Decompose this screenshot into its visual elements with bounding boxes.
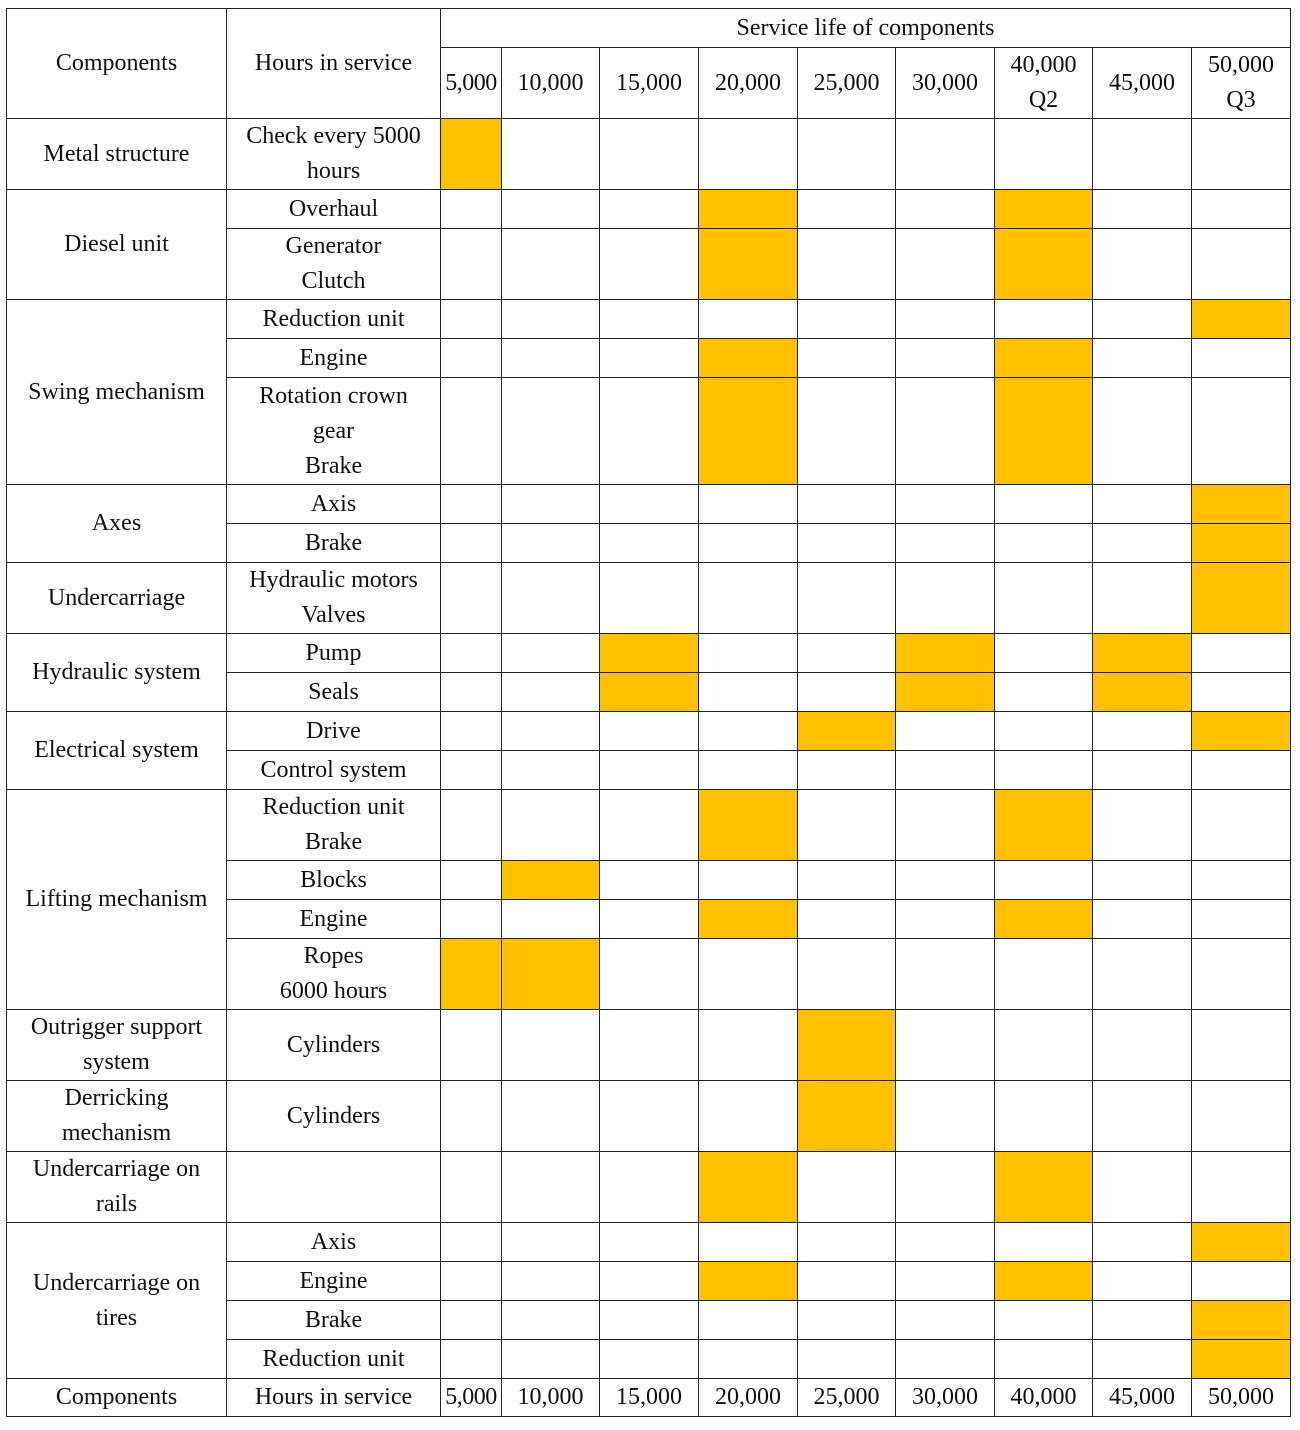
service-mark-cell	[502, 939, 600, 1010]
schedule-cell	[896, 712, 995, 751]
service-mark-cell	[798, 1081, 896, 1152]
schedule-cell	[798, 900, 896, 939]
table-row	[7, 190, 1291, 229]
header-service-life: Service life of components	[441, 9, 1291, 48]
schedule-cell	[995, 1340, 1093, 1379]
table-row	[7, 563, 1291, 634]
schedule-cell	[1093, 1152, 1192, 1223]
table-row	[7, 790, 1291, 861]
service-mark-cell	[600, 673, 699, 712]
schedule-cell	[1192, 378, 1291, 485]
schedule-cell	[1093, 1301, 1192, 1340]
schedule-cell	[502, 229, 600, 300]
header-components: Components	[7, 9, 227, 119]
schedule-cell	[441, 339, 502, 378]
schedule-cell	[600, 563, 699, 634]
schedule-cell	[1192, 229, 1291, 300]
schedule-cell	[502, 339, 600, 378]
schedule-cell	[1192, 673, 1291, 712]
hours-in-service-cell: Engine	[227, 1262, 441, 1301]
schedule-cell	[798, 524, 896, 563]
service-mark-cell	[699, 1152, 798, 1223]
schedule-cell	[502, 190, 600, 229]
footer-column-7: 45,000	[1093, 1379, 1192, 1417]
hours-in-service-cell: Pump	[227, 634, 441, 673]
schedule-cell	[896, 900, 995, 939]
service-mark-cell	[441, 119, 502, 190]
schedule-cell	[995, 1010, 1093, 1081]
schedule-cell	[441, 861, 502, 900]
service-mark-cell	[1192, 524, 1291, 563]
schedule-cell	[995, 485, 1093, 524]
schedule-cell	[699, 1223, 798, 1262]
schedule-cell	[441, 229, 502, 300]
schedule-cell	[995, 119, 1093, 190]
service-mark-cell	[600, 634, 699, 673]
component-group-cell: Hydraulic system	[7, 634, 227, 712]
hours-in-service-cell: Control system	[227, 751, 441, 790]
schedule-cell	[502, 300, 600, 339]
schedule-cell	[896, 1301, 995, 1340]
schedule-cell	[1093, 1010, 1192, 1081]
table-row	[7, 634, 1291, 673]
hours-in-service-cell: Reduction unit	[227, 300, 441, 339]
schedule-cell	[600, 751, 699, 790]
schedule-cell	[896, 119, 995, 190]
schedule-cell	[600, 524, 699, 563]
schedule-cell	[798, 634, 896, 673]
schedule-cell	[600, 119, 699, 190]
table-row	[7, 1223, 1291, 1262]
service-mark-cell	[1192, 1340, 1291, 1379]
schedule-cell	[1093, 861, 1192, 900]
schedule-cell	[502, 485, 600, 524]
footer-column-2: 15,000	[600, 1379, 699, 1417]
schedule-cell	[441, 1152, 502, 1223]
hours-in-service-cell: Engine	[227, 900, 441, 939]
column-header-0: 5,000	[441, 48, 502, 119]
component-group-cell: Outrigger support system	[7, 1010, 227, 1081]
schedule-cell	[441, 1262, 502, 1301]
hours-in-service-cell: Cylinders	[227, 1081, 441, 1152]
schedule-cell	[600, 1262, 699, 1301]
service-mark-cell	[1192, 712, 1291, 751]
schedule-cell	[699, 1301, 798, 1340]
service-mark-cell	[995, 339, 1093, 378]
schedule-cell	[1093, 751, 1192, 790]
schedule-cell	[798, 790, 896, 861]
service-mark-cell	[995, 790, 1093, 861]
schedule-cell	[995, 1081, 1093, 1152]
component-group-cell: Metal structure	[7, 119, 227, 190]
schedule-cell	[502, 900, 600, 939]
schedule-cell	[502, 1081, 600, 1152]
schedule-cell	[441, 378, 502, 485]
hours-in-service-cell: Hydraulic motors Valves	[227, 563, 441, 634]
schedule-cell	[600, 1223, 699, 1262]
schedule-cell	[600, 1081, 699, 1152]
schedule-cell	[1093, 378, 1192, 485]
schedule-cell	[798, 751, 896, 790]
schedule-cell	[798, 119, 896, 190]
service-mark-cell	[798, 1010, 896, 1081]
schedule-cell	[441, 634, 502, 673]
component-group-cell: Diesel unit	[7, 190, 227, 300]
component-group-cell: Derricking mechanism	[7, 1081, 227, 1152]
schedule-cell	[896, 524, 995, 563]
column-header-1: 10,000	[502, 48, 600, 119]
schedule-cell	[798, 673, 896, 712]
schedule-cell	[1192, 339, 1291, 378]
hours-in-service-cell: Overhaul	[227, 190, 441, 229]
schedule-cell	[699, 1081, 798, 1152]
schedule-cell	[441, 751, 502, 790]
component-group-cell: Undercarriage	[7, 563, 227, 634]
schedule-cell	[1093, 563, 1192, 634]
column-header-5: 30,000	[896, 48, 995, 119]
hours-in-service-cell: Blocks	[227, 861, 441, 900]
schedule-cell	[1093, 1081, 1192, 1152]
table-row	[7, 300, 1291, 339]
table-row	[7, 1152, 1291, 1223]
schedule-cell	[896, 563, 995, 634]
schedule-cell	[896, 1010, 995, 1081]
schedule-cell	[441, 1223, 502, 1262]
footer-column-0: 5,000	[441, 1379, 502, 1417]
schedule-cell	[600, 300, 699, 339]
schedule-cell	[600, 1010, 699, 1081]
schedule-cell	[798, 1223, 896, 1262]
schedule-cell	[699, 673, 798, 712]
schedule-cell	[441, 563, 502, 634]
schedule-cell	[1093, 190, 1192, 229]
schedule-cell	[798, 1301, 896, 1340]
service-mark-cell	[699, 900, 798, 939]
schedule-cell	[798, 378, 896, 485]
schedule-cell	[441, 712, 502, 751]
schedule-cell	[699, 119, 798, 190]
schedule-cell	[896, 1223, 995, 1262]
schedule-cell	[699, 634, 798, 673]
column-header-4: 25,000	[798, 48, 896, 119]
schedule-cell	[1093, 300, 1192, 339]
service-mark-cell	[699, 378, 798, 485]
schedule-cell	[798, 339, 896, 378]
schedule-cell	[798, 563, 896, 634]
schedule-cell	[699, 563, 798, 634]
component-group-cell: Undercarriage on rails	[7, 1152, 227, 1223]
footer-components: Components	[7, 1379, 227, 1417]
service-mark-cell	[699, 229, 798, 300]
schedule-cell	[798, 1262, 896, 1301]
schedule-cell	[600, 339, 699, 378]
hours-in-service-cell: Reduction unit	[227, 1340, 441, 1379]
table-row	[7, 712, 1291, 751]
schedule-cell	[1093, 790, 1192, 861]
schedule-cell	[441, 1340, 502, 1379]
service-mark-cell	[1192, 563, 1291, 634]
schedule-cell	[1093, 712, 1192, 751]
schedule-cell	[798, 229, 896, 300]
schedule-cell	[896, 1340, 995, 1379]
schedule-cell	[699, 751, 798, 790]
column-header-7: 45,000	[1093, 48, 1192, 119]
schedule-cell	[699, 300, 798, 339]
schedule-cell	[1192, 1081, 1291, 1152]
schedule-cell	[441, 1010, 502, 1081]
schedule-cell	[600, 790, 699, 861]
schedule-cell	[1192, 634, 1291, 673]
schedule-cell	[441, 1081, 502, 1152]
service-mark-cell	[995, 378, 1093, 485]
hours-in-service-cell: Drive	[227, 712, 441, 751]
column-header-6: 40,000 Q2	[995, 48, 1093, 119]
footer-column-3: 20,000	[699, 1379, 798, 1417]
hours-in-service-cell	[227, 1152, 441, 1223]
hours-in-service-cell: Rotation crown gear Brake	[227, 378, 441, 485]
footer-column-6: 40,000	[995, 1379, 1093, 1417]
schedule-cell	[502, 751, 600, 790]
schedule-cell	[1093, 900, 1192, 939]
schedule-cell	[699, 485, 798, 524]
schedule-cell	[995, 300, 1093, 339]
component-group-cell: Axes	[7, 485, 227, 563]
schedule-cell	[896, 1152, 995, 1223]
column-header-2: 15,000	[600, 48, 699, 119]
hours-in-service-cell: Axis	[227, 1223, 441, 1262]
hours-in-service-cell: Cylinders	[227, 1010, 441, 1081]
schedule-cell	[600, 712, 699, 751]
schedule-cell	[1192, 1262, 1291, 1301]
service-mark-cell	[896, 673, 995, 712]
schedule-cell	[502, 1152, 600, 1223]
schedule-cell	[798, 939, 896, 1010]
schedule-cell	[699, 861, 798, 900]
schedule-cell	[441, 1301, 502, 1340]
service-mark-cell	[995, 1262, 1093, 1301]
schedule-cell	[1093, 1340, 1192, 1379]
schedule-cell	[1192, 1010, 1291, 1081]
schedule-cell	[995, 712, 1093, 751]
hours-in-service-cell: Brake	[227, 1301, 441, 1340]
schedule-cell	[441, 300, 502, 339]
table-row	[7, 485, 1291, 524]
schedule-cell	[441, 900, 502, 939]
schedule-cell	[699, 524, 798, 563]
schedule-cell	[995, 1223, 1093, 1262]
schedule-cell	[896, 378, 995, 485]
schedule-cell	[502, 673, 600, 712]
schedule-cell	[502, 1262, 600, 1301]
schedule-cell	[600, 900, 699, 939]
schedule-cell	[502, 524, 600, 563]
table-row	[7, 119, 1291, 190]
schedule-cell	[502, 1223, 600, 1262]
schedule-cell	[441, 790, 502, 861]
schedule-cell	[600, 229, 699, 300]
hours-in-service-cell: Reduction unit Brake	[227, 790, 441, 861]
schedule-cell	[1093, 485, 1192, 524]
service-mark-cell	[995, 900, 1093, 939]
hours-in-service-cell: Ropes 6000 hours	[227, 939, 441, 1010]
schedule-cell	[896, 300, 995, 339]
schedule-cell	[600, 1301, 699, 1340]
schedule-cell	[502, 1340, 600, 1379]
schedule-cell	[798, 190, 896, 229]
hours-in-service-cell: Generator Clutch	[227, 229, 441, 300]
schedule-cell	[1093, 1223, 1192, 1262]
service-mark-cell	[1093, 634, 1192, 673]
schedule-cell	[502, 790, 600, 861]
schedule-cell	[896, 790, 995, 861]
schedule-cell	[995, 563, 1093, 634]
service-mark-cell	[441, 939, 502, 1010]
schedule-cell	[896, 229, 995, 300]
service-mark-cell	[1192, 300, 1291, 339]
schedule-cell	[1192, 861, 1291, 900]
schedule-cell	[600, 1152, 699, 1223]
schedule-cell	[502, 634, 600, 673]
schedule-cell	[502, 712, 600, 751]
schedule-cell	[1093, 1262, 1192, 1301]
schedule-cell	[896, 861, 995, 900]
schedule-cell	[896, 339, 995, 378]
schedule-cell	[502, 119, 600, 190]
service-mark-cell	[995, 1152, 1093, 1223]
footer-hours-in-service: Hours in service	[227, 1379, 441, 1417]
footer-column-8: 50,000	[1192, 1379, 1291, 1417]
service-mark-cell	[1093, 673, 1192, 712]
footer-column-4: 25,000	[798, 1379, 896, 1417]
schedule-cell	[896, 1081, 995, 1152]
schedule-cell	[502, 563, 600, 634]
schedule-cell	[441, 190, 502, 229]
schedule-cell	[995, 673, 1093, 712]
service-mark-cell	[502, 861, 600, 900]
schedule-cell	[1192, 119, 1291, 190]
schedule-cell	[502, 1010, 600, 1081]
schedule-cell	[1093, 939, 1192, 1010]
schedule-cell	[798, 300, 896, 339]
schedule-cell	[699, 712, 798, 751]
service-mark-cell	[699, 339, 798, 378]
schedule-cell	[995, 1301, 1093, 1340]
schedule-cell	[1192, 790, 1291, 861]
schedule-cell	[896, 939, 995, 1010]
service-mark-cell	[1192, 485, 1291, 524]
schedule-cell	[699, 939, 798, 1010]
schedule-cell	[1192, 751, 1291, 790]
schedule-cell	[995, 939, 1093, 1010]
schedule-cell	[1192, 1152, 1291, 1223]
component-group-cell: Lifting mechanism	[7, 790, 227, 1010]
schedule-cell	[798, 861, 896, 900]
schedule-cell	[502, 378, 600, 485]
hours-in-service-cell: Seals	[227, 673, 441, 712]
schedule-cell	[1093, 229, 1192, 300]
schedule-cell	[995, 524, 1093, 563]
service-mark-cell	[896, 634, 995, 673]
schedule-cell	[1093, 119, 1192, 190]
service-mark-cell	[995, 190, 1093, 229]
schedule-cell	[896, 485, 995, 524]
schedule-cell	[441, 524, 502, 563]
component-group-cell: Electrical system	[7, 712, 227, 790]
schedule-cell	[699, 1340, 798, 1379]
schedule-cell	[600, 378, 699, 485]
hours-in-service-cell: Engine	[227, 339, 441, 378]
footer-column-5: 30,000	[896, 1379, 995, 1417]
schedule-cell	[441, 485, 502, 524]
schedule-cell	[798, 1152, 896, 1223]
service-mark-cell	[699, 1262, 798, 1301]
service-mark-cell	[798, 712, 896, 751]
footer-column-1: 10,000	[502, 1379, 600, 1417]
hours-in-service-cell: Brake	[227, 524, 441, 563]
schedule-cell	[896, 1262, 995, 1301]
table-row	[7, 1010, 1291, 1081]
schedule-cell	[600, 861, 699, 900]
service-mark-cell	[699, 190, 798, 229]
service-life-table	[6, 8, 1291, 1417]
schedule-cell	[1093, 339, 1192, 378]
schedule-cell	[1192, 939, 1291, 1010]
hours-in-service-cell: Check every 5000 hours	[227, 119, 441, 190]
column-header-8: 50,000 Q3	[1192, 48, 1291, 119]
table-row	[7, 1081, 1291, 1152]
schedule-cell	[1093, 524, 1192, 563]
schedule-cell	[699, 1010, 798, 1081]
schedule-cell	[441, 673, 502, 712]
schedule-cell	[896, 751, 995, 790]
schedule-cell	[995, 634, 1093, 673]
component-group-cell: Swing mechanism	[7, 300, 227, 485]
component-group-cell: Undercarriage on tires	[7, 1223, 227, 1379]
schedule-cell	[798, 1340, 896, 1379]
schedule-cell	[896, 190, 995, 229]
schedule-cell	[502, 1301, 600, 1340]
schedule-cell	[995, 861, 1093, 900]
hours-in-service-cell: Axis	[227, 485, 441, 524]
service-mark-cell	[699, 790, 798, 861]
schedule-cell	[600, 485, 699, 524]
schedule-cell	[995, 751, 1093, 790]
schedule-cell	[600, 190, 699, 229]
column-header-3: 20,000	[699, 48, 798, 119]
schedule-cell	[1192, 900, 1291, 939]
header-hours-in-service: Hours in service	[227, 9, 441, 119]
service-mark-cell	[995, 229, 1093, 300]
schedule-cell	[798, 485, 896, 524]
schedule-cell	[600, 939, 699, 1010]
schedule-cell	[1192, 190, 1291, 229]
service-mark-cell	[1192, 1223, 1291, 1262]
service-mark-cell	[1192, 1301, 1291, 1340]
schedule-cell	[600, 1340, 699, 1379]
